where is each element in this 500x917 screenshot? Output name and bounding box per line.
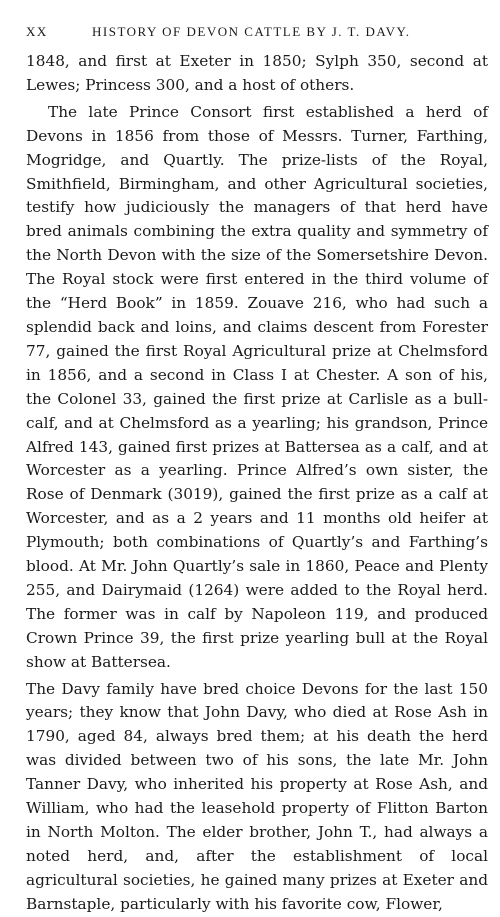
book-page bbox=[26, 18, 488, 913]
page-number: XX bbox=[26, 24, 48, 39]
running-title: HISTORY OF DEVON CATTLE BY J. T. DAVY. bbox=[92, 24, 411, 39]
page-body bbox=[26, 50, 488, 917]
paragraph-continuation: 1848, and first at Exeter in 1850; Sylph 350, second at Lewes; Princess 300, and a host of others. bbox=[26, 52, 488, 94]
paragraph-davy-family: The Davy family have bred choice Devons for the last 150 years; they know that John Davy, who died at Rose Ash in 1790, aged 84, always bred them; at his death the herd was divided between two of his sons, the late Mr. John Tanner Davy, who inherited his property at Rose Ash, and William, who had the leasehold property of Flitton Barton in North Molton. The elder brother, John T., had always a noted herd, and, after the establishment of local agricultural societies, he gained many prizes at Exeter and Barnstaple, particularly with his favorite cow, Flower, bbox=[26, 679, 488, 913]
running-head bbox=[26, 18, 488, 40]
paragraph-prince-consort-herd: The late Prince Consort first established a herd of Devons in 1856 from those of Messrs. Turner, Farthing, Mogridge, and Quartly. The prize-lists of the Royal, Smithfield, Birmingham, and other Agricultural societies, testify how judiciously the managers of that herd have bred animals combining the extra quality and symmetry of the North Devon with the size of the Somersetshire Devon. The Royal stock were first entered in the third volume of the “Herd Book” in 1859. Zouave 216, who had such a splendid back and loins, and claims descent from Forester 77, gained the first Royal Agricultural prize at Chelmsford in 1856, and a second in Class I at Chester. A son of his, the Colonel 33, gained the first prize at Carlisle as a bull-calf, and at Chelmsford as a yearling; his grandson, Prince Alfred 143, gained first prizes at Battersea as a calf, and at Worcester as a yearling. Prince Alfred’s own sister, the Rose of Denmark (3019), gained the first prize as a calf at Worcester, and as a 2 years and 11 months old heifer at Plymouth; both combinations of Quartly’s and Farthing’s blood. At Mr. John Quartly’s sale in 1860, Peace and Plenty 255, and Dairymaid (1264) were added to the Royal herd. The former was in calf by Napoleon 119, and produced Crown Prince 39, the first prize yearling bull at the Royal show at Battersea. bbox=[26, 102, 488, 671]
